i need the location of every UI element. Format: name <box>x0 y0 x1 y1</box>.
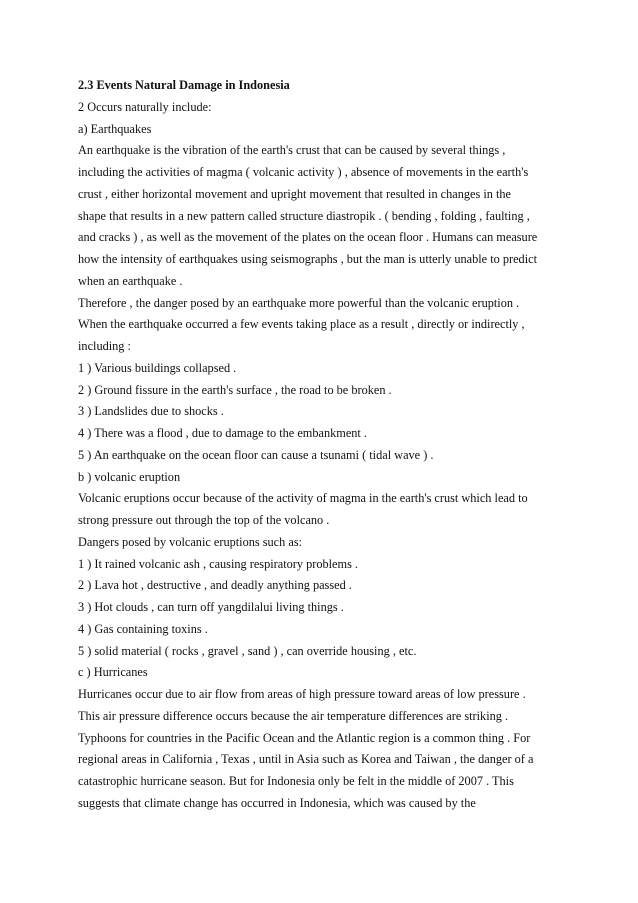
text-line: Dangers posed by volcanic eruptions such as: <box>78 534 303 549</box>
text-line: how the intensity of earthquakes using seismographs , but the man is utterly unable to predict <box>78 252 537 266</box>
text-line: 3 ) Landslides due to shocks . <box>78 404 224 419</box>
text-line: 4 ) Gas containing toxins . <box>78 621 208 636</box>
text-line: including : <box>78 339 131 353</box>
text-line: crust , either horizontal movement and upright movement that resulted in changes in the <box>78 186 512 201</box>
section-heading: 2.3 Events Natural Damage in Indonesia <box>78 78 290 92</box>
text-line: Hurricanes occur due to air flow from areas of high pressure toward areas of low pressure . <box>78 687 526 701</box>
text-line: Typhoons for countries in the Pacific Ocean and the Atlantic region is a common thing . For <box>78 730 531 745</box>
text-line: An earthquake is the vibration of the earth's crust that can be caused by several things , <box>78 143 506 158</box>
text-line: shape that results in a new pattern called structure diastropik . ( bending , folding , faulting , <box>78 208 530 223</box>
text-line: 3 ) Hot clouds , can turn off yangdilalui living things . <box>78 600 344 614</box>
text-line: 1 ) It rained volcanic ash , causing respiratory problems . <box>78 556 359 571</box>
text-line: 5 ) An earthquake on the ocean floor can cause a tsunami ( tidal wave ) . <box>78 447 434 462</box>
text-line: a) Earthquakes <box>78 121 152 136</box>
text-line: Volcanic eruptions occur because of the activity of magma in the earth's crust which lead to <box>78 491 528 506</box>
text-line: catastrophic hurricane season. But for Indonesia only be felt in the middle of 2007 . This <box>78 774 514 788</box>
text-line: When the earthquake occurred a few events taking place as a result , directly or indirectly , <box>78 317 525 332</box>
text-line: This air pressure difference occurs because the air temperature differences are striking . <box>78 708 509 723</box>
document-body <box>78 75 568 815</box>
text-line: when an earthquake . <box>78 273 183 288</box>
text-line: b ) volcanic eruption <box>78 469 181 484</box>
text-line: c ) Hurricanes <box>78 665 148 680</box>
text-line: strong pressure out through the top of the volcano . <box>78 513 330 527</box>
text-line: and cracks ) , as well as the movement of the plates on the ocean floor . Humans can measure <box>78 230 538 245</box>
text-line: 2 ) Lava hot , destructive , and deadly anything passed . <box>78 578 352 593</box>
text-line: 4 ) There was a flood , due to damage to the embankment . <box>78 426 368 440</box>
text-line: including the activities of magma ( volcanic activity ) , absence of movements in the earth's <box>78 165 529 179</box>
text-line: 5 ) solid material ( rocks , gravel , sand ) , can override housing , etc. <box>78 643 417 658</box>
text-line: 2 Occurs naturally include: <box>78 99 212 114</box>
text-line: 1 ) Various buildings collapsed . <box>78 360 237 375</box>
text-line: Therefore , the danger posed by an earthquake more powerful than the volcanic eruption . <box>78 295 520 310</box>
text-line: regional areas in California , Texas , until in Asia such as Korea and Taiwan , the danger of a <box>78 752 534 767</box>
text-line: suggests that climate change has occurred in Indonesia, which was caused by the <box>78 795 476 810</box>
text-line: 2 ) Ground fissure in the earth's surface , the road to be broken . <box>78 382 392 397</box>
